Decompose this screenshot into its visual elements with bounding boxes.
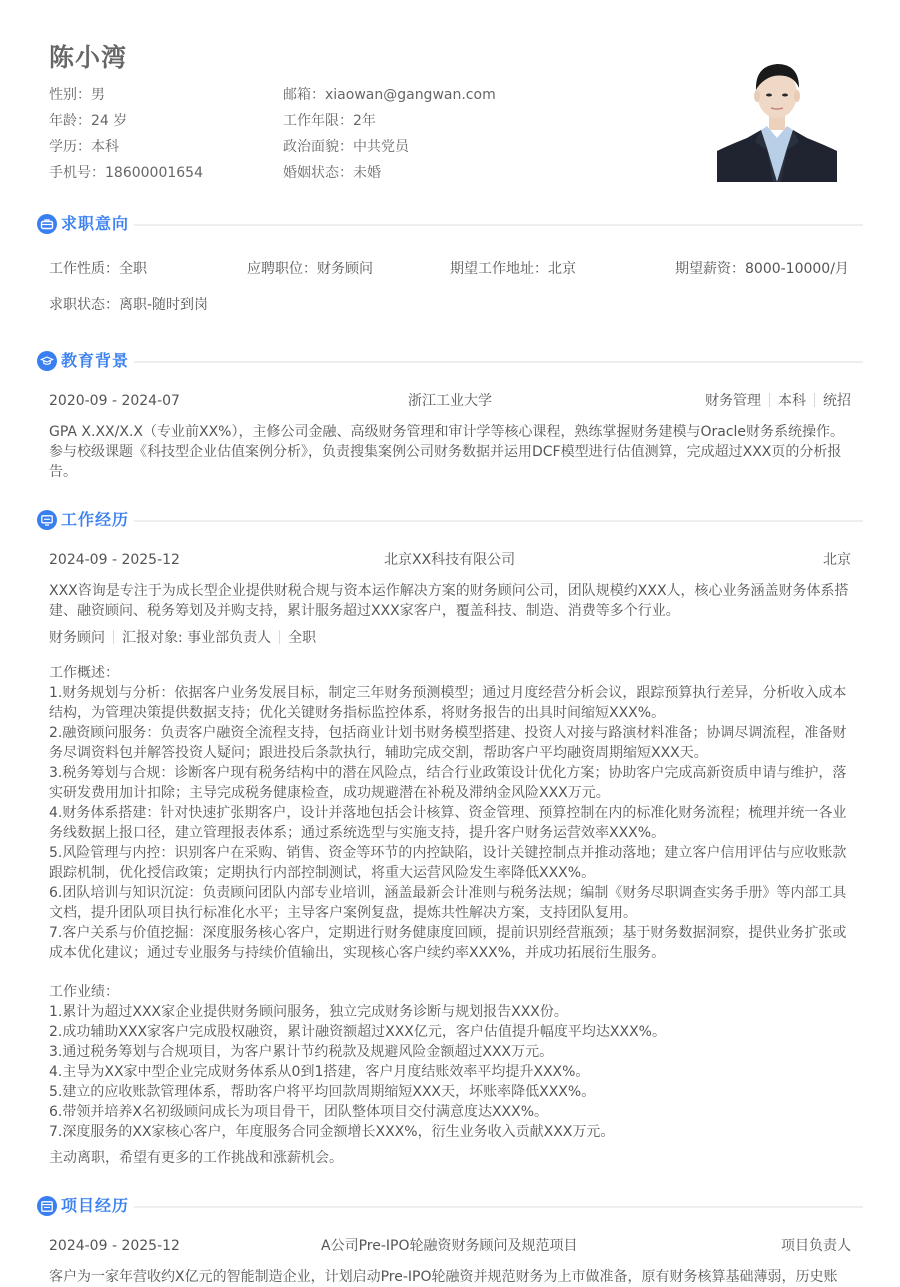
education-meta <box>705 391 851 411</box>
separator <box>279 630 280 644</box>
education-major: 财务管理 <box>705 393 761 409</box>
separator <box>113 630 114 644</box>
work-period: 2024-09 - 2025-12 <box>49 552 180 568</box>
work-role: 财务顾问 <box>49 630 105 646</box>
work-achievements-title: 工作业绩： <box>49 984 119 1000</box>
section-header-intent <box>37 212 863 236</box>
profile-photo <box>717 50 837 182</box>
info-gender: 性别：男 <box>49 87 105 103</box>
section-title: 工作经历 <box>61 510 130 529</box>
section-divider <box>134 361 863 363</box>
intent-salary: 期望薪资：8000-10000/月 <box>675 261 849 277</box>
separator <box>814 393 815 407</box>
section-header-education <box>37 349 863 373</box>
education-description: GPA X.XX/X.X（专业前XX%），主修公司金融、高级财务管理和审计学等核心课程，熟练掌握财务建模与Oracle财务系统操作。 参与校级课题《科技型企业估值案例分析》，负责搜集案例公司财务数据并运用DCF模型进行估值测算，完成超过XXX页的分析报 告。 <box>49 424 845 480</box>
project-role: 项目负责人 <box>781 1238 851 1254</box>
section-title: 求职意向 <box>61 214 130 233</box>
info-political-status: 政治面貌：中共党员 <box>283 139 409 155</box>
work-overview-title: 工作概述： <box>49 665 119 681</box>
info-phone: 手机号：18600001654 <box>49 165 203 181</box>
info-age: 年龄：24 岁 <box>49 113 128 129</box>
info-work-years: 工作年限：2年 <box>283 113 376 129</box>
section-divider <box>134 224 863 226</box>
window-icon <box>37 1196 57 1216</box>
separator <box>769 393 770 407</box>
work-company: 北京XX科技有限公司 <box>384 552 516 568</box>
section-header-project <box>37 1194 863 1218</box>
work-overview: 工作概述： 1.财务规划与分析：依据客户业务发展目标，制定三年财务预测模型；通过月度经营分析会议，跟踪预算执行差异，分析收入成本 结构，为管理决策提供数据支持；优化关键财务指标监控体系，将财务报告的出具时间缩短XXX%。 2.融资顾问服务：负责客户融资全流程支持，包括商业计划书财务模型搭建、投资人对接与路演材料准备；协调尽调流程，准备财 务尽调资料包并解答投资人疑问；跟进投后条款执行，辅助完成交割，帮助客户平均融资周期缩短XXX天。 3.税务筹划与合规：诊断客户现有税务结构中的潜在风险点，结合行业政策设计优化方案；协助客户完成高新资质申请与维护，落 实研发费用加计扣除；主导完成税务健康检查，成功规避潜在补税及滞纳金风险XXX万元。 4.财务体系搭建：针对快速扩张期客户，设计并落地包括会计核算、资金管理、预算控制在内的标准化财务流程；梳理并统一各业 务线数据上报口径，建立管理报表体系；通过系统选型与实施支持，提升客户财务运营效率XXX%。 5.风险管理与内控：识别客户在采购、销售、资金等环节的内控缺陷，设计关键控制点并推动落地；建立客户信用评估与应收账款 跟踪机制，优化授信政策；定期执行内部控制测试，将重大运营风险发生率降低XXX%。 6.团队培训与知识沉淀：负责顾问团队内部专业培训，涵盖最新会计准则与税务法规；编制《财务尽职调查实务手册》等内部工具 文档，提升团队项目执行标准化水平；主导客户案例复盘，提炼共性解决方案，支持团队复用。 7.客户关系与价值挖掘：深度服务核心客户，定期进行财务健康度回顾，提前识别经营瓶颈；基于财务数据洞察，提供业务扩张或 成本优化建议；通过专业服务与持续价值输出，实现核心客户续约率XXX%，并成功拓展衍生服务。 <box>49 663 855 963</box>
graduation-cap-icon <box>37 351 57 371</box>
intent-status: 求职状态：离职-随时到岗 <box>49 297 209 313</box>
project-name: A公司Pre-IPO轮融资财务顾问及规范项目 <box>321 1238 578 1254</box>
portrait-illustration <box>717 50 837 182</box>
education-type: 统招 <box>823 393 851 409</box>
education-school: 浙江工业大学 <box>408 393 492 409</box>
section-divider <box>134 1206 863 1208</box>
section-title: 教育背景 <box>61 351 130 370</box>
intent-job-type: 工作性质：全职 <box>49 261 147 277</box>
section-divider <box>134 520 863 522</box>
info-email: 邮箱：xiaowan@gangwan.com <box>283 87 496 103</box>
work-report-to: 汇报对象: 事业部负责人 <box>122 630 272 646</box>
info-education: 学历：本科 <box>49 139 119 155</box>
section-title: 项目经历 <box>61 1196 130 1215</box>
section-header-work <box>37 508 863 532</box>
work-achievements: 工作业绩： 1.累计为超过XXX家企业提供财务顾问服务，独立完成财务诊断与规划报告XXX份。 2.成功辅助XXX家客户完成股权融资，累计融资额超过XXX亿元，客户估值提升幅度平均达XXX%。 3.通过税务筹划与合规项目，为客户累计节约税款及规避风险金额超过XXX万元。 4.主导为XX家中型企业完成财务体系从0到1搭建，客户月度结账效率平均提升XXX%。 5.建立的应收账款管理体系，帮助客户将平均回款周期缩短XXX天，坏账率降低XXX%。 6.带领并培养X名初级顾问成长为项目骨干，团队整体项目交付满意度达XXX%。 7.深度服务的XX家核心客户，年度服务合同金额增长XXX%，衍生业务收入贡献XXX万元。 <box>49 982 855 1142</box>
intent-position: 应聘职位：财务顾问 <box>247 261 373 277</box>
education-period: 2020-09 - 2024-07 <box>49 393 180 409</box>
work-role-meta <box>49 628 316 648</box>
candidate-name: 陈小湾 <box>49 43 128 72</box>
briefcase-icon <box>37 214 57 234</box>
info-marital-status: 婚姻状态：未婚 <box>283 165 381 181</box>
intent-location: 期望工作地址：北京 <box>450 261 576 277</box>
work-company-intro: XXX咨询是专注于为成长型企业提供财税合规与资本运作解决方案的财务顾问公司，团队规模约XXX人，核心业务涵盖财务体系搭 建、融资顾问、税务筹划及并购支持，累计服务超过XXX家客户，覆盖科技、制造、消费等多个行业。 <box>49 583 849 619</box>
work-job-type: 全职 <box>288 630 317 646</box>
work-leave-reason: 主动离职，希望有更多的工作挑战和涨薪机会。 <box>49 1150 343 1166</box>
project-period: 2024-09 - 2025-12 <box>49 1238 180 1254</box>
project-description: 客户为一家年营收约X亿元的智能制造企业，计划启动Pre-IPO轮融资并规范财务为上市做准备，原有财务核算基础薄弱，历史账 <box>49 1269 838 1285</box>
education-degree: 本科 <box>778 393 806 409</box>
monitor-icon <box>37 510 57 530</box>
work-city: 北京 <box>823 552 851 568</box>
